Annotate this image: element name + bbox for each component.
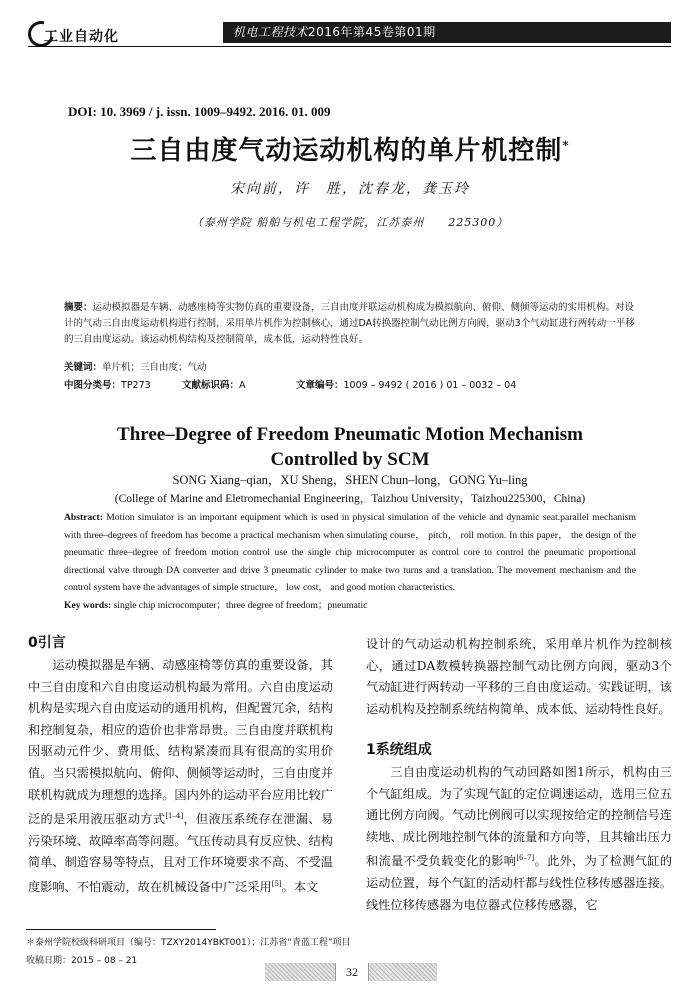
authors-cn: 宋向前，许 胜，沈春龙，龚玉玲	[230, 181, 470, 197]
footnote-fund: ＊泰州学院校级科研项目（编号：TZXY2014YBKT001）；江苏省“青蓝工程”项目	[26, 938, 351, 948]
footnote-divider	[26, 929, 216, 930]
abstract-cn-text: 运动模拟器是车辆、动感座椅等实物仿真的重要设备，三自由度并联运动机构成为模拟航向、俯仰、侧倾等运动的实用机构。对设计的气动三自由度运动机构进行控制，采用单片机作为控制核心，通过DA转换器控制气动比例方向阀，驱动3个气动缸进行两转动一平移的三自由度运动。该运动机构结构及控制简单，成本低，运动特性良好。	[64, 302, 635, 345]
citation-5: [5]	[271, 880, 282, 888]
title-en-line1: Three–Degree of Freedom Pneumatic Motion Mechanism	[117, 424, 583, 445]
title-cn-text: 三自由度气动运动机构的单片机控制	[130, 136, 563, 166]
doi: DOI: 10. 3969 / j. issn. 1009–9492. 2016. 01. 009	[68, 104, 331, 119]
header-divider	[28, 46, 671, 47]
citation-6-7: [6–7]	[516, 854, 535, 863]
authors-en: SONG Xiang–qian，XU Sheng，SHEN Chun–long，GONG Yu–ling	[172, 473, 528, 487]
keywords-en-label: Key words:	[64, 600, 112, 611]
keywords-cn-text: 单片机；三自由度；气动	[102, 362, 207, 373]
section-0-continued	[366, 634, 672, 720]
title-cn	[0, 130, 700, 167]
article-number: 文章编号：1009 – 9492 ( 2016 ) 01 – 0032 – 04	[296, 380, 517, 391]
keywords-en-text: single chip microcomputer；three degree of freedom；pneumatic	[113, 600, 368, 611]
abstract-en	[64, 509, 636, 597]
title-en-line2: Controlled by SCM	[270, 449, 430, 470]
document-code: 文献标识码：A	[182, 380, 246, 391]
header-band	[223, 22, 671, 43]
intro-para-c: 。本文	[281, 880, 319, 895]
section-1-heading: 1系统组成	[366, 742, 432, 758]
footnote-received: 收稿日期：2015 – 08 – 21	[26, 956, 138, 966]
clc-number: 中图分类号：TP273	[64, 380, 151, 391]
intro-para-a: 运动模拟器是车辆、动感座椅等仿真的重要设备，其中三自由度和六自由度运动机构最为常用。六自由度运动机构是实现六自由度运动的通用机构，但配置冗余，结构和控制复杂，相应的造价也非常昂贵。三自由度并联机构因驱动元件少、费用低、结构紧凑而具有很高的实用价值。当只需模拟航向、俯仰、侧倾等运动时，三自由度并联机构就成为理想的选择。国内外的运动平台应用比较广泛的是采用液压驱动方式	[28, 658, 333, 827]
header-issue: 2016年第45卷第01期	[308, 25, 436, 39]
keywords-en	[64, 597, 636, 611]
abstract-cn-label: 摘要：	[64, 302, 93, 313]
section-1-body	[366, 762, 672, 916]
abstract-en-text: Motion simulator is an important equipment which is used in physical simulation of the vehicle and dynamic seat.parallel mechanism with three–degrees of freedom has become a practical mechanism when simulating course， pitch， roll motion. In this paper， the design of the pneumatic three–degree of freedom motion control use the single chip microcomputer as control core to control the pneumatic proportional directional valve through DA converter and drive 3 pneumatic cylinder to make two turns and a translation. The movement mechanism and the control system have the advantages of simple structure， low cost， and good motion characteristics.	[64, 512, 636, 594]
page-number: 32	[335, 963, 369, 981]
affiliation-en: (College of Marine and Eletromechanial Engineering，Taizhou University，Taizhou225300，China)	[114, 493, 586, 505]
system-para-b: 。此外，为了检测气缸的运动位置，每个气缸的活动杆都与线性位移传感器连接。线性位移传感器为电位器式位移传感器，它	[366, 854, 673, 912]
header-journal-title: 机电工程技术	[233, 25, 309, 39]
journal-name: 工业自动化	[44, 29, 119, 45]
title-en	[0, 422, 700, 472]
section-0-body	[28, 655, 333, 899]
title-footnote-mark: *	[562, 138, 570, 153]
keywords-cn	[64, 360, 638, 376]
affiliation-cn: （泰州学院 船舶与机电工程学院，江苏泰州 225300）	[191, 216, 509, 229]
intro-para-b: ，但液压系统存在泄漏、易污染环境、故障率高等问题。气压传动具有反应快、结构简单、制造容易等特点，且对工作环境要求不高、不受温度影响、不怕震动，故在机械设备中广泛采用	[28, 812, 334, 895]
abstract-cn	[64, 300, 638, 348]
citation-1-4: [1–4]	[165, 812, 184, 821]
abstract-en-label: Abstract:	[64, 512, 103, 523]
keywords-cn-label: 关键词：	[64, 362, 103, 373]
intro-para-continued: 设计的气动运动机构控制系统，采用单片机作为控制核心，通过DA数模转换器控制气动比例方向阀，驱动3个气动缸进行两转动一平移的三自由度运动。实践证明，该运动机构及控制系统结构简单、成本低、运动特性良好。	[366, 637, 672, 716]
section-0-heading: 0引言	[28, 635, 66, 651]
system-para-a: 三自由度运动机构的气动回路如图1所示，机构由三个气缸组成。为了实现气缸的定位调速运动，选用三位五通比例方向阀。气动比例阀可以实现按给定的控制信号连续地、成比例地控制气体的流量和方向等，且其输出压力和流量不受负载变化的影响	[366, 765, 672, 869]
